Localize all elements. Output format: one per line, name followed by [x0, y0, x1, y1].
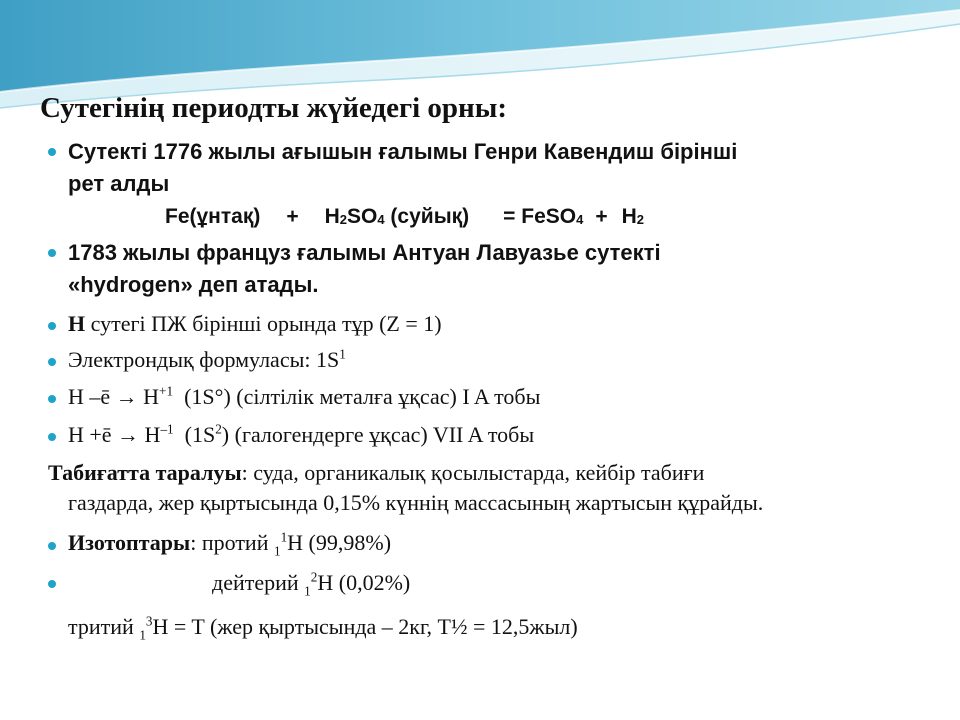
- isotope-value: H (99,98%): [287, 530, 392, 555]
- plus-sign: +: [595, 205, 608, 228]
- reactant-so: SO: [347, 205, 378, 228]
- superscript: 3: [145, 613, 153, 629]
- superscript: 1: [280, 529, 288, 545]
- subscript: 2: [636, 212, 644, 227]
- bullet-text-lavoisier-line1: 1783 жылы француз ғалымы Антуан Лавуазье сутекті: [68, 240, 661, 265]
- superscript: 2: [310, 569, 318, 585]
- reaction-equation: [165, 205, 644, 229]
- subscript: 4: [576, 212, 584, 227]
- nature-text: : суда, органикалық қосылыстарда, кейбір табиғи: [241, 460, 705, 485]
- reactant-fe: Fe(ұнтақ): [165, 205, 261, 228]
- cation-eq: H –ē → H: [68, 384, 160, 409]
- isotopes-deuterium: [212, 569, 411, 599]
- formula-text: Электрондық формуласы: 1S: [68, 347, 340, 372]
- superscript: +1: [159, 383, 174, 399]
- superscript: 2: [215, 421, 222, 437]
- product-feso: = FeSO: [503, 205, 577, 228]
- slide-title: Сутегінің периодты жүйедегі орны:: [40, 92, 508, 124]
- symbol-h: H: [68, 311, 86, 336]
- subscript: 2: [339, 212, 348, 227]
- isotope-name: тритий: [68, 614, 140, 639]
- isotope-value: H = T (жер қыртысында – 2кг, T½ = 12,5жыл): [152, 614, 578, 639]
- bullet-dot: [48, 542, 56, 550]
- nature-line2: газдарда, жер қыртысында 0,15% күннің массасының жартысын құрайды.: [68, 490, 764, 515]
- cation-desc: (1S°) (сілтілік металға ұқсас) I A тобы: [173, 384, 541, 409]
- subscript: 1: [304, 583, 311, 599]
- bullet-dot: [48, 322, 56, 330]
- bullet-dot: [48, 580, 56, 588]
- isotope-name: дейтерий: [212, 570, 305, 595]
- reactant-h: H: [324, 205, 340, 228]
- isotope-name: : протий: [190, 530, 274, 555]
- isotope-value: H (0,02%): [317, 570, 411, 595]
- bullet-dot: [48, 358, 56, 366]
- bullet-text-lavoisier-line2: «hydrogen» деп атады.: [68, 272, 319, 297]
- anion-desc: (1S: [173, 422, 216, 447]
- isotopes-tritium: [68, 613, 578, 643]
- bullet-dot: [48, 249, 56, 257]
- bullet-text-anion: [68, 422, 534, 448]
- superscript: 1: [339, 346, 346, 362]
- bullet-text-cavendish-line1: Сутекті 1776 жылы ағышын ғалымы Генри Кавендиш бірінші: [68, 139, 738, 164]
- plus-sign: +: [286, 205, 299, 228]
- bullet-text-position: [68, 311, 442, 337]
- isotopes-protium: [68, 529, 392, 559]
- bullet-text-cation: [68, 384, 540, 410]
- bullet-dot: [48, 433, 56, 441]
- nature-label: Табиғатта таралуы: [48, 460, 242, 485]
- bullet-dot: [48, 395, 56, 403]
- anion-desc: ) (галогендерге ұқсас) VII A тобы: [221, 422, 535, 447]
- anion-eq: H +ē → H: [68, 422, 161, 447]
- subscript: 1: [139, 627, 146, 643]
- superscript: –1: [160, 421, 174, 437]
- nature-line1: [48, 460, 704, 486]
- bullet-text-electron-formula: [68, 347, 346, 373]
- isotopes-label: Изотоптары: [68, 530, 191, 555]
- reactant-state: (суйық): [384, 205, 470, 228]
- position-text: сутегі ПЖ бірінші орында тұр (Z = 1): [85, 311, 442, 336]
- subscript: 4: [377, 212, 385, 227]
- product-h2: H: [621, 205, 637, 228]
- subscript: 1: [273, 543, 281, 559]
- bullet-text-cavendish-line2: рет алды: [68, 171, 170, 196]
- bullet-dot: [48, 148, 56, 156]
